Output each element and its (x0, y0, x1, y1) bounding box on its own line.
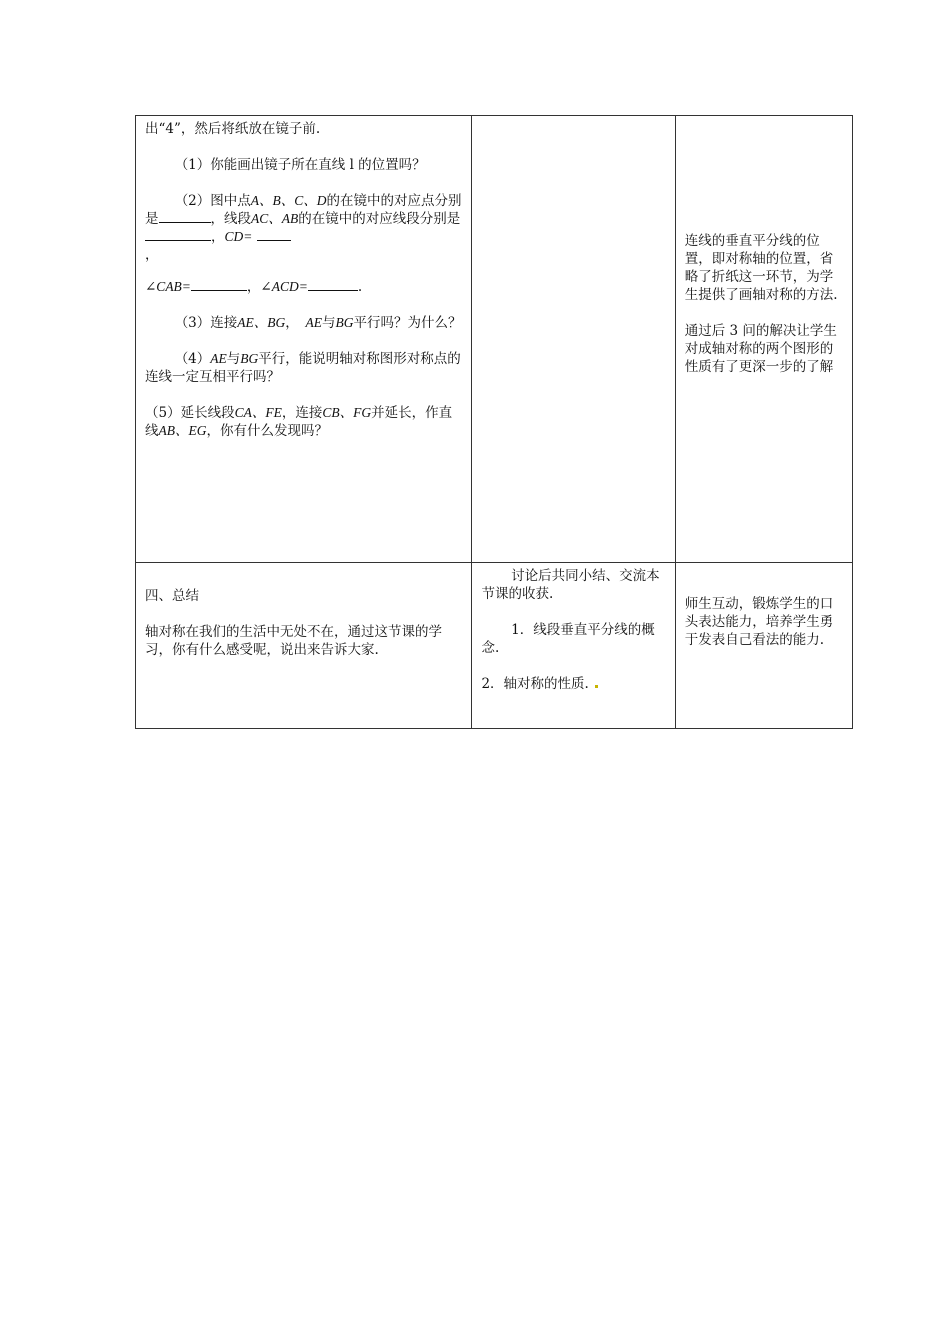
intro-text: 出“4”，然后将纸放在镜子前. (145, 121, 321, 137)
summary-heading: 四、总结 (145, 588, 199, 604)
question-4: （4）AE与BG平行，能说明轴对称图形对称点的连线一定互相平行吗？ (145, 351, 461, 385)
summary-cell (136, 563, 472, 729)
marker-dot (595, 685, 598, 688)
question-5: （5）延长线段CA、FE，连接CB、FG并延长，作直线AB、EG，你有什么发现吗？ (145, 405, 453, 439)
activity-cell (136, 116, 472, 563)
design-intent-cell (675, 116, 852, 563)
answer-blank[interactable] (145, 228, 211, 241)
summary-item-1: 1．线段垂直平分线的概念. (481, 622, 655, 656)
answer-blank[interactable] (159, 210, 211, 223)
design-note-2: 通过后 3 问的解决让学生对成轴对称的两个图形的性质有了更深一步的了解 (684, 323, 837, 375)
summary-design-note: 师生互动，锻炼学生的口头表达能力，培养学生勇于发表自己看法的能力. (684, 596, 834, 648)
summary-item-2: 2．轴对称的性质. (481, 675, 665, 693)
answer-blank[interactable] (308, 278, 358, 291)
question-2-angles: ∠CAB= ，∠ACD= . (145, 279, 363, 295)
summary-student-cell (472, 563, 675, 729)
answer-blank[interactable] (257, 228, 291, 241)
lesson-plan-table (135, 115, 853, 729)
table-row (136, 116, 853, 563)
answer-blank[interactable] (191, 278, 247, 291)
summary-body: 轴对称在我们的生活中无处不在，通过这节课的学习，你有什么感受呢，说出来告诉大家. (145, 624, 442, 658)
student-activity-cell (472, 116, 675, 563)
summary-intro: 讨论后共同小结、交流本节课的收获. (481, 568, 660, 602)
table-row (136, 563, 853, 729)
design-note-1: 连线的垂直平分线的位置，即对称轴的位置，省略了折纸这一环节，为学生提供了画轴对称的方法. (684, 233, 838, 303)
summary-intent-cell (675, 563, 852, 729)
question-1: （1）你能画出镜子所在直线 l 的位置吗？ (174, 157, 426, 173)
question-2: （2）图中点A、B、C、D的在镜中的对应点分别是 ，线段AC、AB的在镜中的对应线段分别是，CD= ， (145, 193, 462, 263)
question-3: （3）连接AE、BG， AE与BG平行吗？为什么？ (174, 315, 462, 331)
